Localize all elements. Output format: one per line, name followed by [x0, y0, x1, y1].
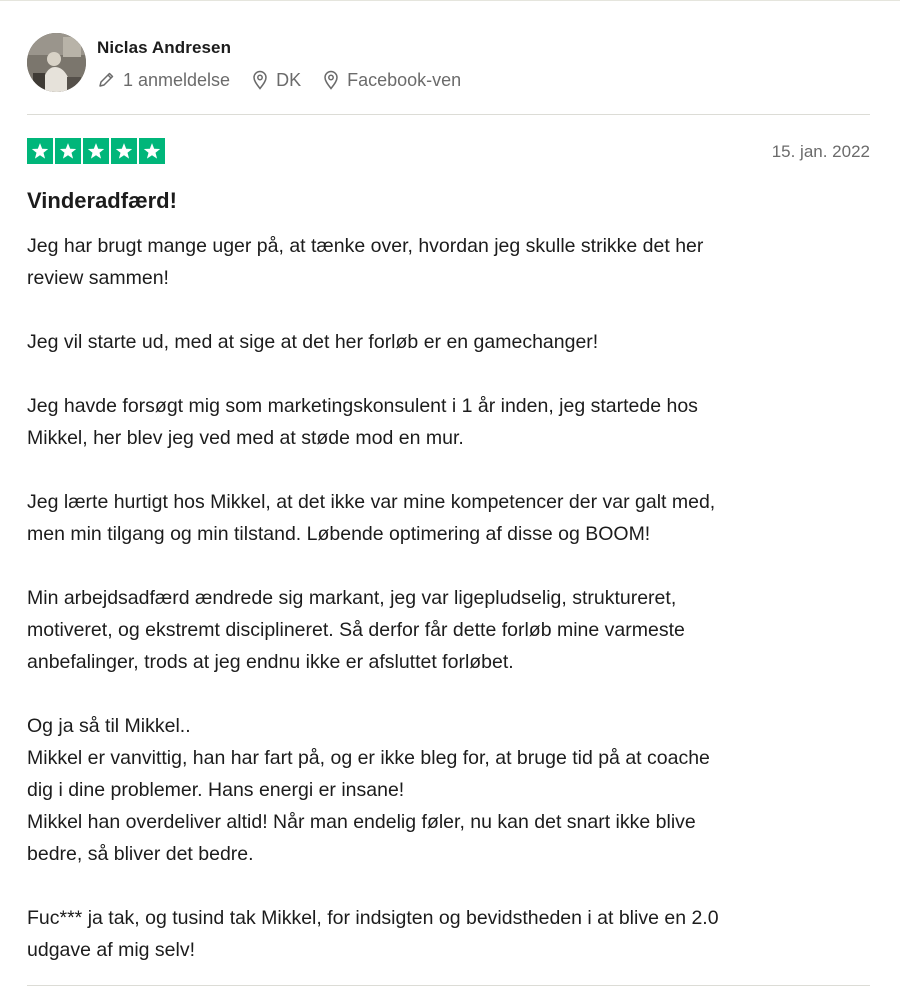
reviewer-header [27, 33, 870, 95]
review-paragraph [27, 390, 870, 454]
header-divider [27, 114, 870, 115]
review-text-line: Og ja så til Mikkel.. [27, 715, 191, 737]
review-text-line: Jeg vil starte ud, med at sige at det her forløb er en gamechanger! [27, 331, 599, 353]
location-pin-icon [323, 70, 339, 90]
review-paragraph [27, 326, 870, 358]
star-icon [27, 138, 53, 164]
avatar-image [27, 33, 86, 92]
review-count [97, 70, 230, 91]
country-label: DK [276, 69, 302, 90]
review-text-line: Jeg havde forsøgt mig som marketingskonsulent i 1 år inden, jeg startede hos [27, 395, 698, 417]
review-text-line: bedre, så bliver det bedre. [27, 843, 254, 865]
reviewer-verified [323, 70, 461, 91]
review-text-line: motiveret, og ekstremt disciplineret. Så derfor får dette forløb mine varmeste [27, 619, 685, 641]
review-paragraph [27, 710, 870, 870]
review-text-line: Mikkel er vanvittig, han har fart på, og er ikke bleg for, at bruge tid på at coache [27, 747, 710, 769]
star-icon [55, 138, 81, 164]
verified-label: Facebook-ven [347, 69, 462, 90]
review-title[interactable]: Vinderadfærd! [27, 188, 177, 213]
review-paragraph [27, 902, 870, 966]
reviewer-meta [97, 68, 483, 92]
review-text-line: udgave af mig selv! [27, 939, 196, 961]
star-icon [139, 138, 165, 164]
review-paragraph [27, 230, 870, 294]
review-text-line: Jeg har brugt mange uger på, at tænke over, hvordan jeg skulle strikke det her [27, 235, 704, 257]
review-text-line: review sammen! [27, 267, 169, 289]
star-icon [111, 138, 137, 164]
review-paragraph [27, 486, 870, 550]
reviewer-name[interactable]: Niclas Andresen [97, 38, 232, 57]
review-date: 15. jan. 2022 [771, 142, 870, 161]
review-text-line: Mikkel han overdeliver altid! Når man endelig føler, nu kan det snart ikke blive [27, 811, 696, 833]
star-rating [27, 138, 167, 164]
review-text-line: dig i dine problemer. Hans energi er insane! [27, 779, 405, 801]
review-text-line: Jeg lærte hurtigt hos Mikkel, at det ikke var mine kompetencer der var galt med, [27, 491, 716, 513]
review-count-label: 1 anmeldelse [123, 69, 231, 90]
pencil-icon [97, 71, 115, 89]
reviewer-country [252, 70, 301, 91]
avatar[interactable] [27, 33, 86, 92]
review-text-line: Fuc*** ja tak, og tusind tak Mikkel, for indsigten og bevidstheden i at blive en 2.0 [27, 907, 719, 929]
review-text-line: men min tilgang og min tilstand. Løbende optimering af disse og BOOM! [27, 523, 651, 545]
star-icon [83, 138, 109, 164]
review-text-line: Mikkel, her blev jeg ved med at støde mod en mur. [27, 427, 464, 449]
location-pin-icon [252, 70, 268, 90]
review-text-line: anbefalinger, trods at jeg endnu ikke er afsluttet forløbet. [27, 651, 514, 673]
review-body [27, 230, 870, 966]
footer-divider [27, 985, 870, 986]
review-card [27, 0, 870, 988]
review-paragraph [27, 582, 870, 678]
review-text-line: Min arbejdsadfærd ændrede sig markant, jeg var ligepludselig, struktureret, [27, 587, 677, 609]
